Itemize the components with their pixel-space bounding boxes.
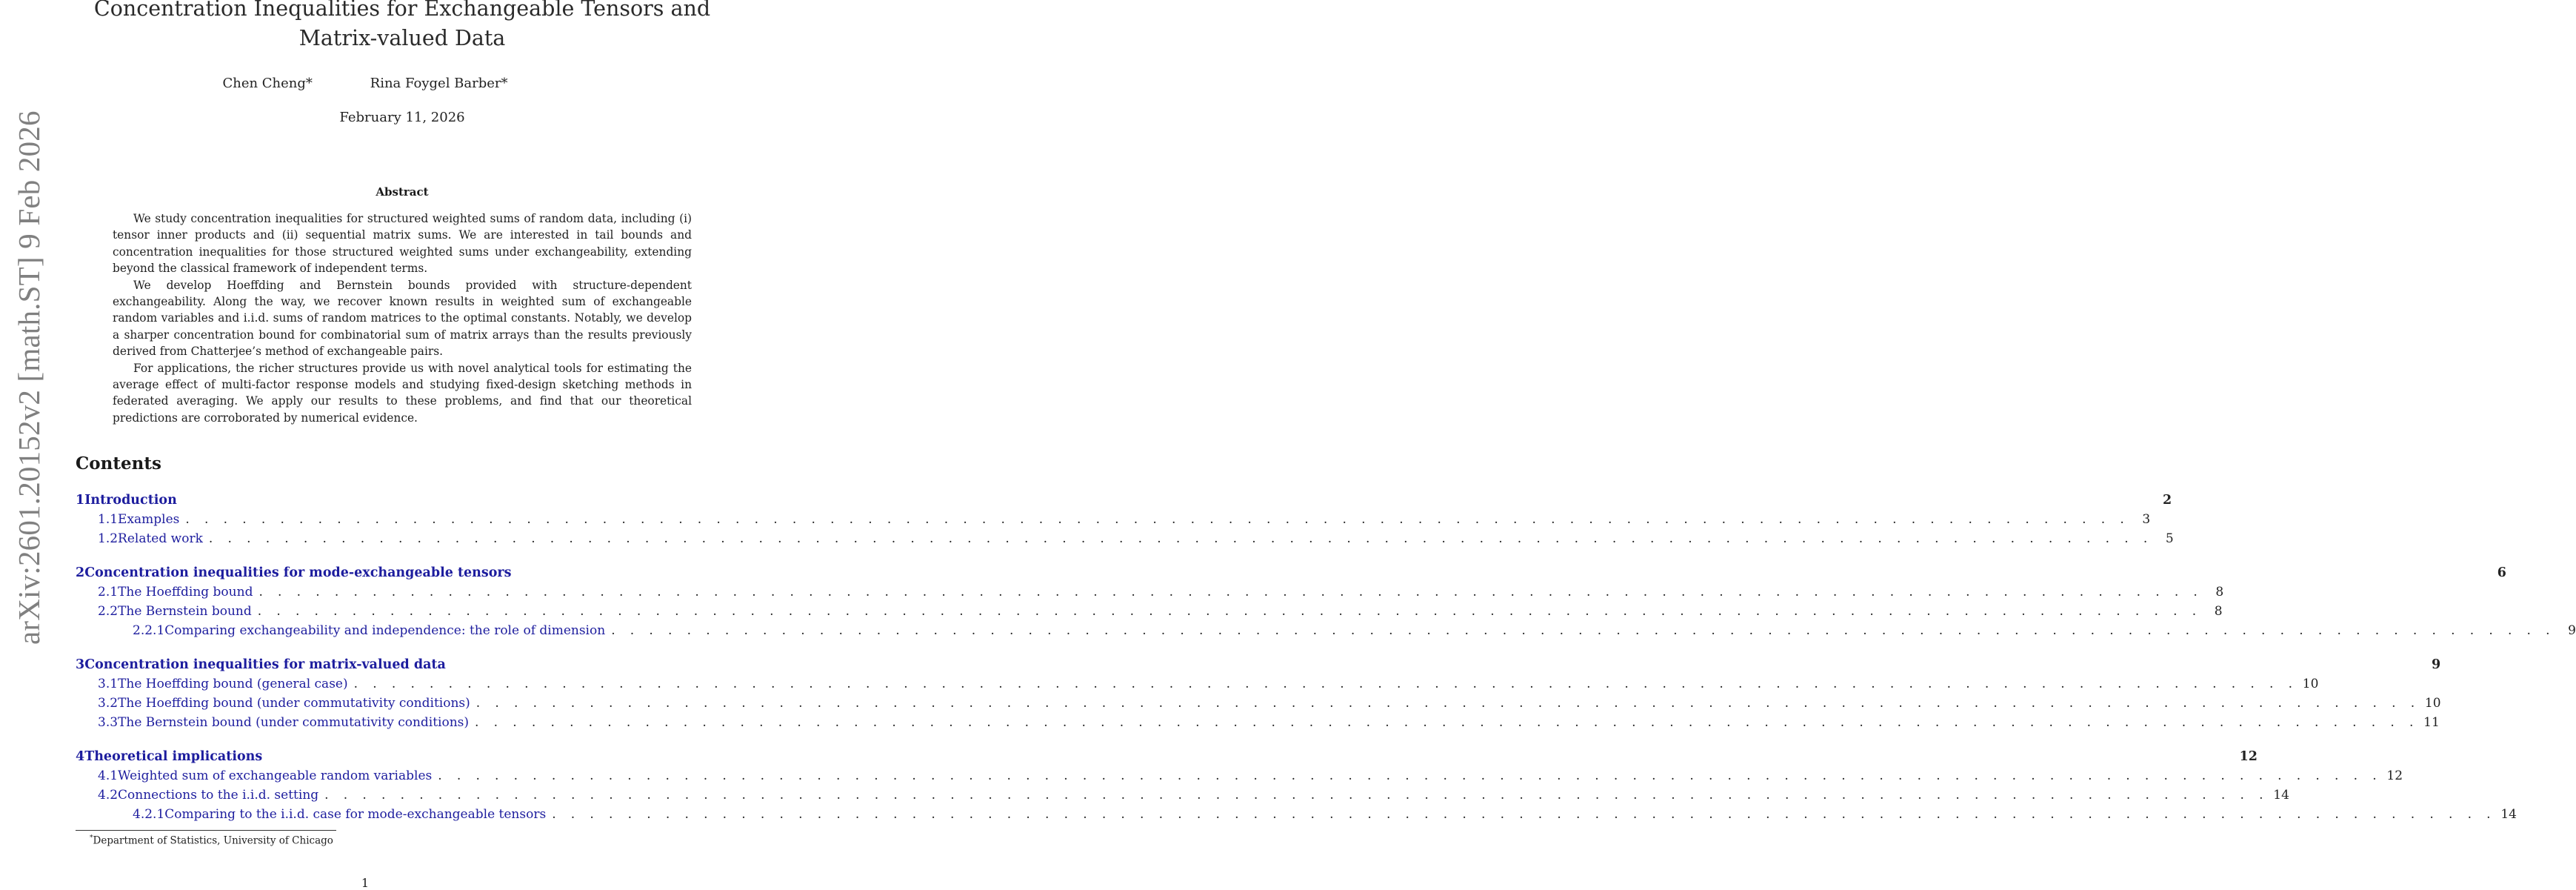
toc-dot-leader: . . . . . . . . . . . . . . . . . . . . . . . . . . . . . . . . . . . . . . . . . . . . . . . . . . . . . . . . . . . . . . . . . . . . . . . . . . . . . . . . . . . . . . . . . . . . . . . . . . . . . . .	[438, 768, 2383, 783]
toc-link[interactable]: Introduction	[84, 493, 177, 508]
toc-link[interactable]: The Hoeffding bound	[118, 585, 253, 600]
toc-link[interactable]: The Bernstein bound (under commutativity conditions)	[118, 715, 470, 730]
toc-page-number: 9	[2432, 657, 2441, 672]
toc-number: 1.1	[98, 512, 119, 527]
toc-page-number: 8	[2214, 604, 2223, 619]
contents-heading: Contents	[76, 454, 161, 474]
toc-entry-section-3-2[interactable]	[76, 694, 2441, 713]
footnote-mark: *	[90, 834, 93, 842]
toc-dot-leader: . . . . . . . . . . . . . . . . . . . . . . . . . . . . . . . . . . . . . . . . . . . . . . . . . . . . . . . . . . . . . . . . . . . . . . . . . . . . . . . . . . . . . . . . . . . . . . . . . . . . . . .	[208, 531, 2153, 546]
toc-page-number: 14	[2273, 788, 2289, 803]
toc-entry-section-4-1[interactable]	[76, 766, 2403, 786]
abstract-heading: Abstract	[376, 185, 429, 199]
footnote-rule	[76, 830, 336, 831]
toc-link[interactable]: The Bernstein bound	[118, 604, 252, 619]
publication-date: February 11, 2026	[339, 110, 465, 125]
toc-dot-leader: . . . . . . . . . . . . . . . . . . . . . . . . . . . . . . . . . . . . . . . . . . . . . . . . . . . . . . . . . . . . . . . . . . . . . . . . . . . . . . . . . . . . . . . . . . . . . . . . . . . . . . .	[257, 604, 2202, 619]
toc-number: 1	[76, 493, 85, 508]
title-line-1: Concentration Inequalities for Exchangeable Tensors and	[93, 0, 711, 21]
toc-page-number: 12	[2386, 768, 2403, 783]
toc-number: 2	[76, 565, 85, 580]
toc-link[interactable]: Theoretical implications	[84, 749, 263, 764]
toc-number: 2.1	[98, 585, 119, 600]
toc-dot-leader: . . . . . . . . . . . . . . . . . . . . . . . . . . . . . . . . . . . . . . . . . . . . . . . . . . . . . . . . . . . . . . . . . . . . . . . . . . . . . . . . . . . . . . . . . . . . . . . . . . . . . . .	[353, 677, 2298, 691]
toc-number: 4.2.1	[133, 807, 165, 822]
toc-number: 4.2	[98, 788, 119, 803]
toc-number: 4.1	[98, 768, 119, 783]
toc-entry-section-3[interactable]	[76, 655, 2441, 674]
authors	[0, 76, 730, 91]
paper-title	[74, 0, 730, 53]
toc-number: 1.2	[98, 531, 119, 546]
toc-entry-section-2-1[interactable]	[76, 582, 2224, 602]
toc-link[interactable]: The Hoeffding bound (under commutativity conditions)	[118, 696, 470, 711]
toc-link[interactable]: Connections to the i.i.d. setting	[118, 788, 319, 803]
footnote	[90, 834, 333, 847]
toc-page-number: 3	[2142, 512, 2151, 527]
toc-page-number: 10	[2302, 677, 2319, 691]
toc-number: 3	[76, 657, 85, 672]
toc-page-number: 8	[2215, 585, 2224, 600]
page-number: 1	[361, 876, 370, 890]
toc-dot-leader: . . . . . . . . . . . . . . . . . . . . . . . . . . . . . . . . . . . . . . . . . . . . . . . . . . . . . . . . . . . . . . . . . . . . . . . . . . . . . . . . . . . . . . . . . . . . . . . . . . . . . . .	[476, 696, 2420, 711]
title-line-2: Matrix-valued Data	[298, 26, 506, 50]
abstract-paragraph-3: For applications, the richer structures provide us with novel analytical tools for estimating the average effect of multi-factor response models and studying fixed-design sketching methods in federated averaging. We apply our results to these problems, and find that our theoretical predictions are corroborated by numerical evidence.	[113, 361, 692, 425]
toc-page-number: 2	[2163, 493, 2172, 508]
toc-page-number: 11	[2423, 715, 2440, 730]
toc-dot-leader: . . . . . . . . . . . . . . . . . . . . . . . . . . . . . . . . . . . . . . . . . . . . . . . . . . . . . . . . . . . . . . . . . . . . . . . . . . . . . . . . . . . . . . . . . . . . . . . . . . . . . . .	[185, 512, 2130, 527]
toc-number: 3.3	[98, 715, 119, 730]
toc-dot-leader: . . . . . . . . . . . . . . . . . . . . . . . . . . . . . . . . . . . . . . . . . . . . . . . . . . . . . . . . . . . . . . . . . . . . . . . . . . . . . . . . . . . . . . . . . . . . . . . . . . . . . . .	[611, 623, 2555, 638]
abstract-paragraph-2: We develop Hoeffding and Bernstein bounds provided with structure-dependent exchangeability. Along the way, we recover known results in weighted sum of exchangeable random variables and i.i.d. sums of random matrices to the optimal constants. Notably, we develop a sharper concentration bound for combinatorial sum of matrix arrays than the results previously derived from Chatterjee’s method of exchangeable pairs.	[113, 278, 692, 359]
footnote-text: Department of Statistics, University of Chicago	[93, 834, 333, 847]
toc-entry-section-2-2-1[interactable]	[76, 621, 2576, 640]
author-1: Chen Cheng*	[222, 76, 313, 91]
toc-entry-section-1[interactable]	[76, 491, 2172, 510]
toc-entry-section-4-2-1[interactable]	[76, 805, 2517, 824]
toc-page-number: 14	[2500, 807, 2517, 822]
toc-number: 3.2	[98, 696, 119, 711]
toc-link[interactable]: Related work	[118, 531, 203, 546]
toc-link[interactable]: Comparing exchangeability and independence: the role of dimension	[164, 623, 606, 638]
arxiv-identifier-stamp: arXiv:2601.20152v2 [math.ST] 9 Feb 2026	[12, 110, 46, 645]
toc-page-number: 12	[2239, 749, 2258, 764]
toc-number: 2.2.1	[133, 623, 165, 638]
toc-page-number: 5	[2165, 531, 2174, 546]
toc-dot-leader: . . . . . . . . . . . . . . . . . . . . . . . . . . . . . . . . . . . . . . . . . . . . . . . . . . . . . . . . . . . . . . . . . . . . . . . . . . . . . . . . . . . . . . . . . . . . . . . . . . . . . . .	[258, 585, 2203, 600]
toc-entry-section-4[interactable]	[76, 747, 2258, 766]
toc-number: 3.1	[98, 677, 119, 691]
toc-entry-section-2-2[interactable]	[76, 602, 2223, 621]
toc-number: 2.2	[98, 604, 119, 619]
toc-entry-section-2[interactable]	[76, 563, 2506, 582]
toc-entry-section-3-1[interactable]	[76, 674, 2319, 694]
toc-number: 4	[76, 749, 85, 764]
author-2: Rina Foygel Barber*	[370, 76, 508, 91]
toc-entry-section-1-2[interactable]	[76, 529, 2174, 548]
abstract-body	[113, 210, 692, 426]
toc-entry-section-4-2[interactable]	[76, 786, 2289, 805]
toc-link[interactable]: Examples	[118, 512, 180, 527]
toc-entry-section-3-3[interactable]	[76, 713, 2440, 732]
toc-link[interactable]: Concentration inequalities for matrix-valued data	[84, 657, 446, 672]
toc-dot-leader: . . . . . . . . . . . . . . . . . . . . . . . . . . . . . . . . . . . . . . . . . . . . . . . . . . . . . . . . . . . . . . . . . . . . . . . . . . . . . . . . . . . . . . . . . . . . . . . . . . . . . . .	[552, 807, 2496, 822]
toc-page-number: 6	[2497, 565, 2506, 580]
toc-entry-section-1-1[interactable]	[76, 510, 2151, 529]
toc-page-number: 10	[2424, 696, 2441, 711]
toc-link[interactable]: Comparing to the i.i.d. case for mode-exchangeable tensors	[164, 807, 547, 822]
toc-page-number: 9	[2568, 623, 2576, 638]
toc-dot-leader: . . . . . . . . . . . . . . . . . . . . . . . . . . . . . . . . . . . . . . . . . . . . . . . . . . . . . . . . . . . . . . . . . . . . . . . . . . . . . . . . . . . . . . . . . . . . . . . . . . . . . . .	[324, 788, 2269, 803]
toc-link[interactable]: Weighted sum of exchangeable random variables	[118, 768, 433, 783]
toc-link[interactable]: Concentration inequalities for mode-exchangeable tensors	[84, 565, 512, 580]
toc-dot-leader: . . . . . . . . . . . . . . . . . . . . . . . . . . . . . . . . . . . . . . . . . . . . . . . . . . . . . . . . . . . . . . . . . . . . . . . . . . . . . . . . . . . . . . . . . . . . . . . . . . . . . . .	[475, 715, 2419, 730]
toc-link[interactable]: The Hoeffding bound (general case)	[118, 677, 348, 691]
abstract-paragraph-1: We study concentration inequalities for structured weighted sums of random data, including (i) tensor inner products and (ii) sequential matrix sums. We are interested in tail bounds and concentration inequalities for those structured weighted sums under exchangeability, extending beyond the classical framework of independent terms.	[113, 212, 692, 276]
